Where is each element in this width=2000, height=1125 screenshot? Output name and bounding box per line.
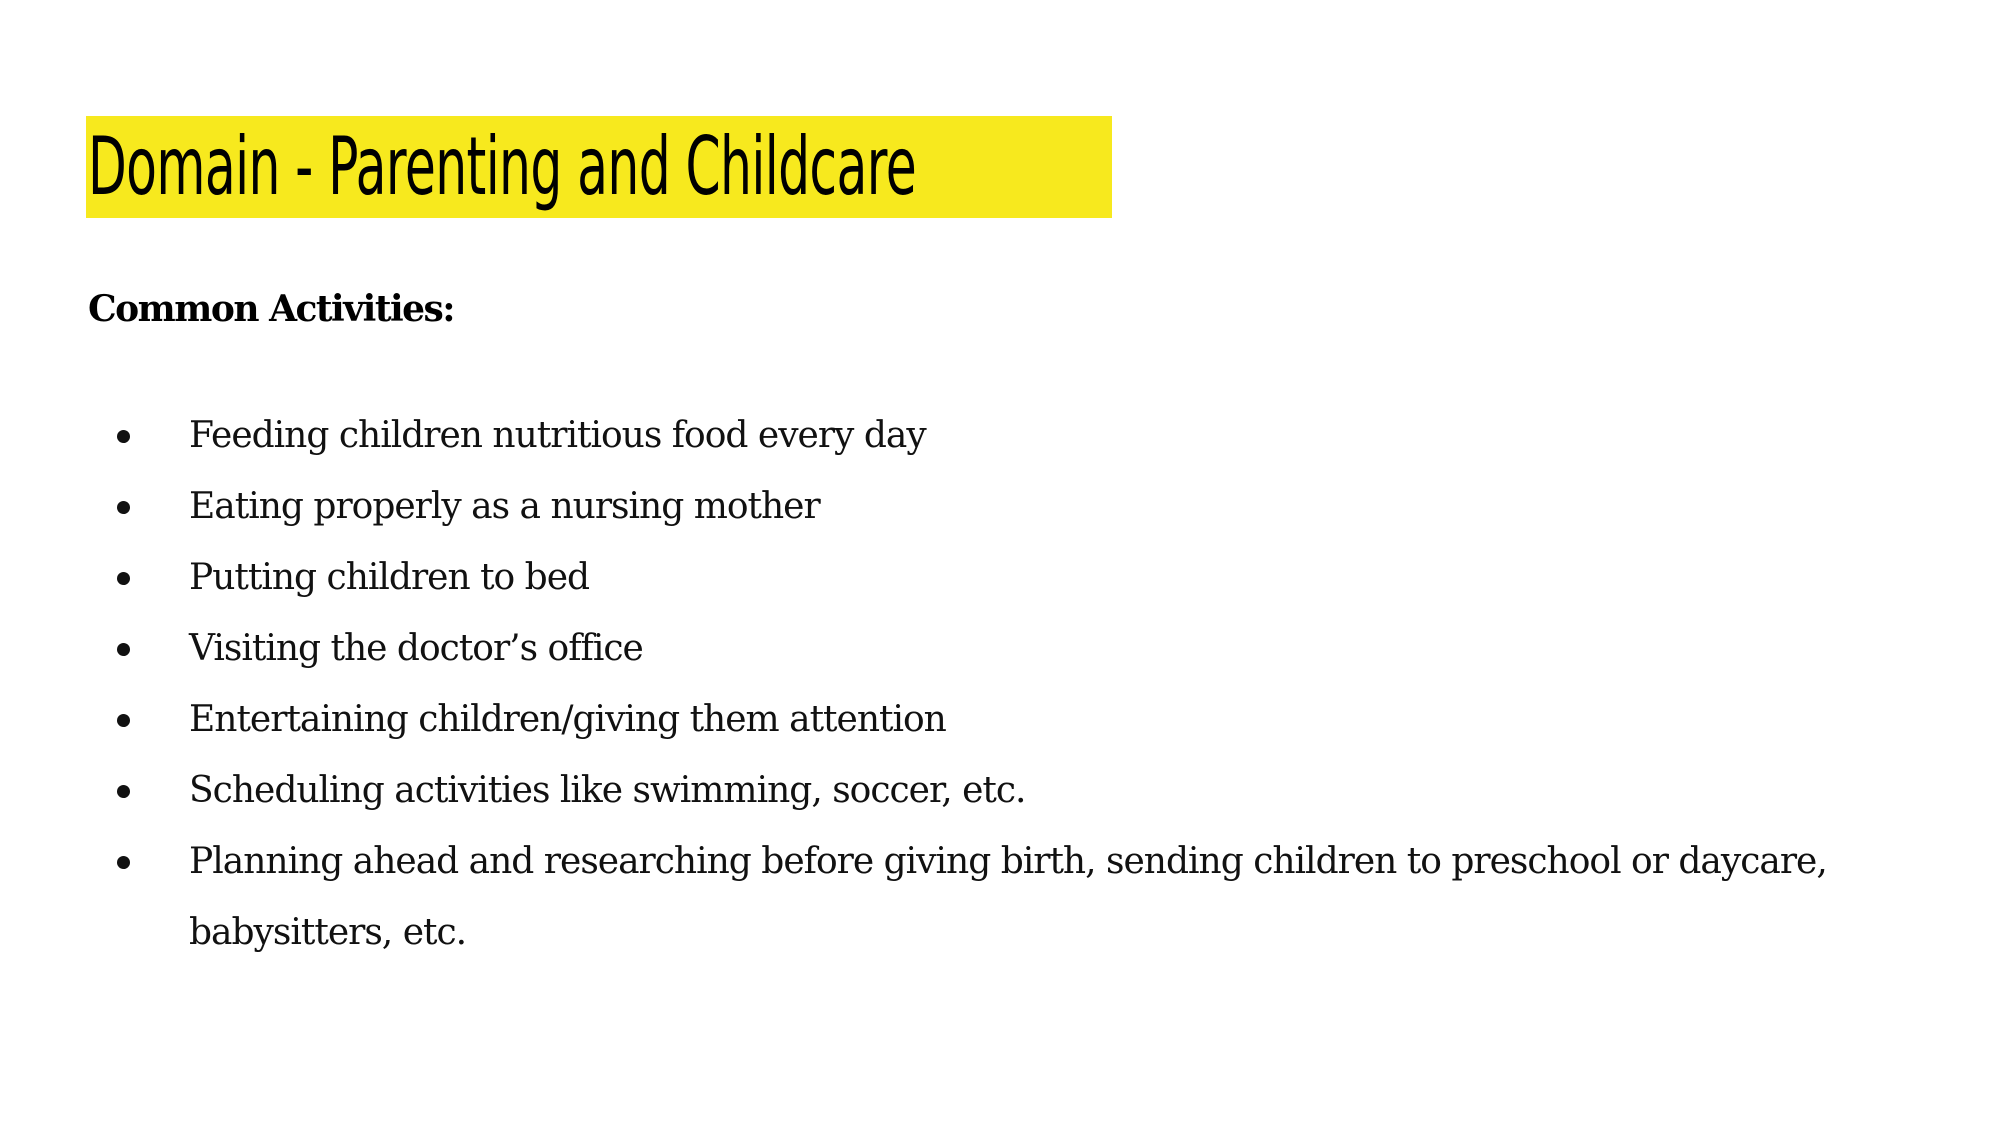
title-highlight [86,116,1112,218]
list-item-text: Visiting the doctor’s office [189,628,643,669]
page-title: Domain - Parenting and Childcare [88,120,917,213]
activity-list [110,400,1930,968]
list-item [110,613,1930,684]
bullet-icon [117,501,130,514]
bullet-icon [117,856,130,869]
list-item [110,684,1930,755]
bullet-icon [117,714,130,727]
list-item [110,542,1930,613]
bullet-icon [117,430,130,443]
list-item-text: Scheduling activities like swimming, soccer, etc. [189,770,1026,811]
list-item-text: Entertaining children/giving them attention [189,699,946,740]
section-heading: Common Activities: [88,288,455,330]
list-item-text: Putting children to bed [189,557,590,598]
list-item [110,471,1930,542]
list-item-text: Planning ahead and researching before giving birth, sending children to preschool or daycare, babysitters, etc. [189,841,1827,953]
bullet-icon [117,572,130,585]
list-item-text: Eating properly as a nursing mother [189,486,820,527]
bullet-icon [117,785,130,798]
bullet-icon [117,643,130,656]
list-item [110,755,1930,826]
list-item [110,400,1930,471]
list-item-text: Feeding children nutritious food every day [189,415,926,456]
list-item [110,826,1930,968]
